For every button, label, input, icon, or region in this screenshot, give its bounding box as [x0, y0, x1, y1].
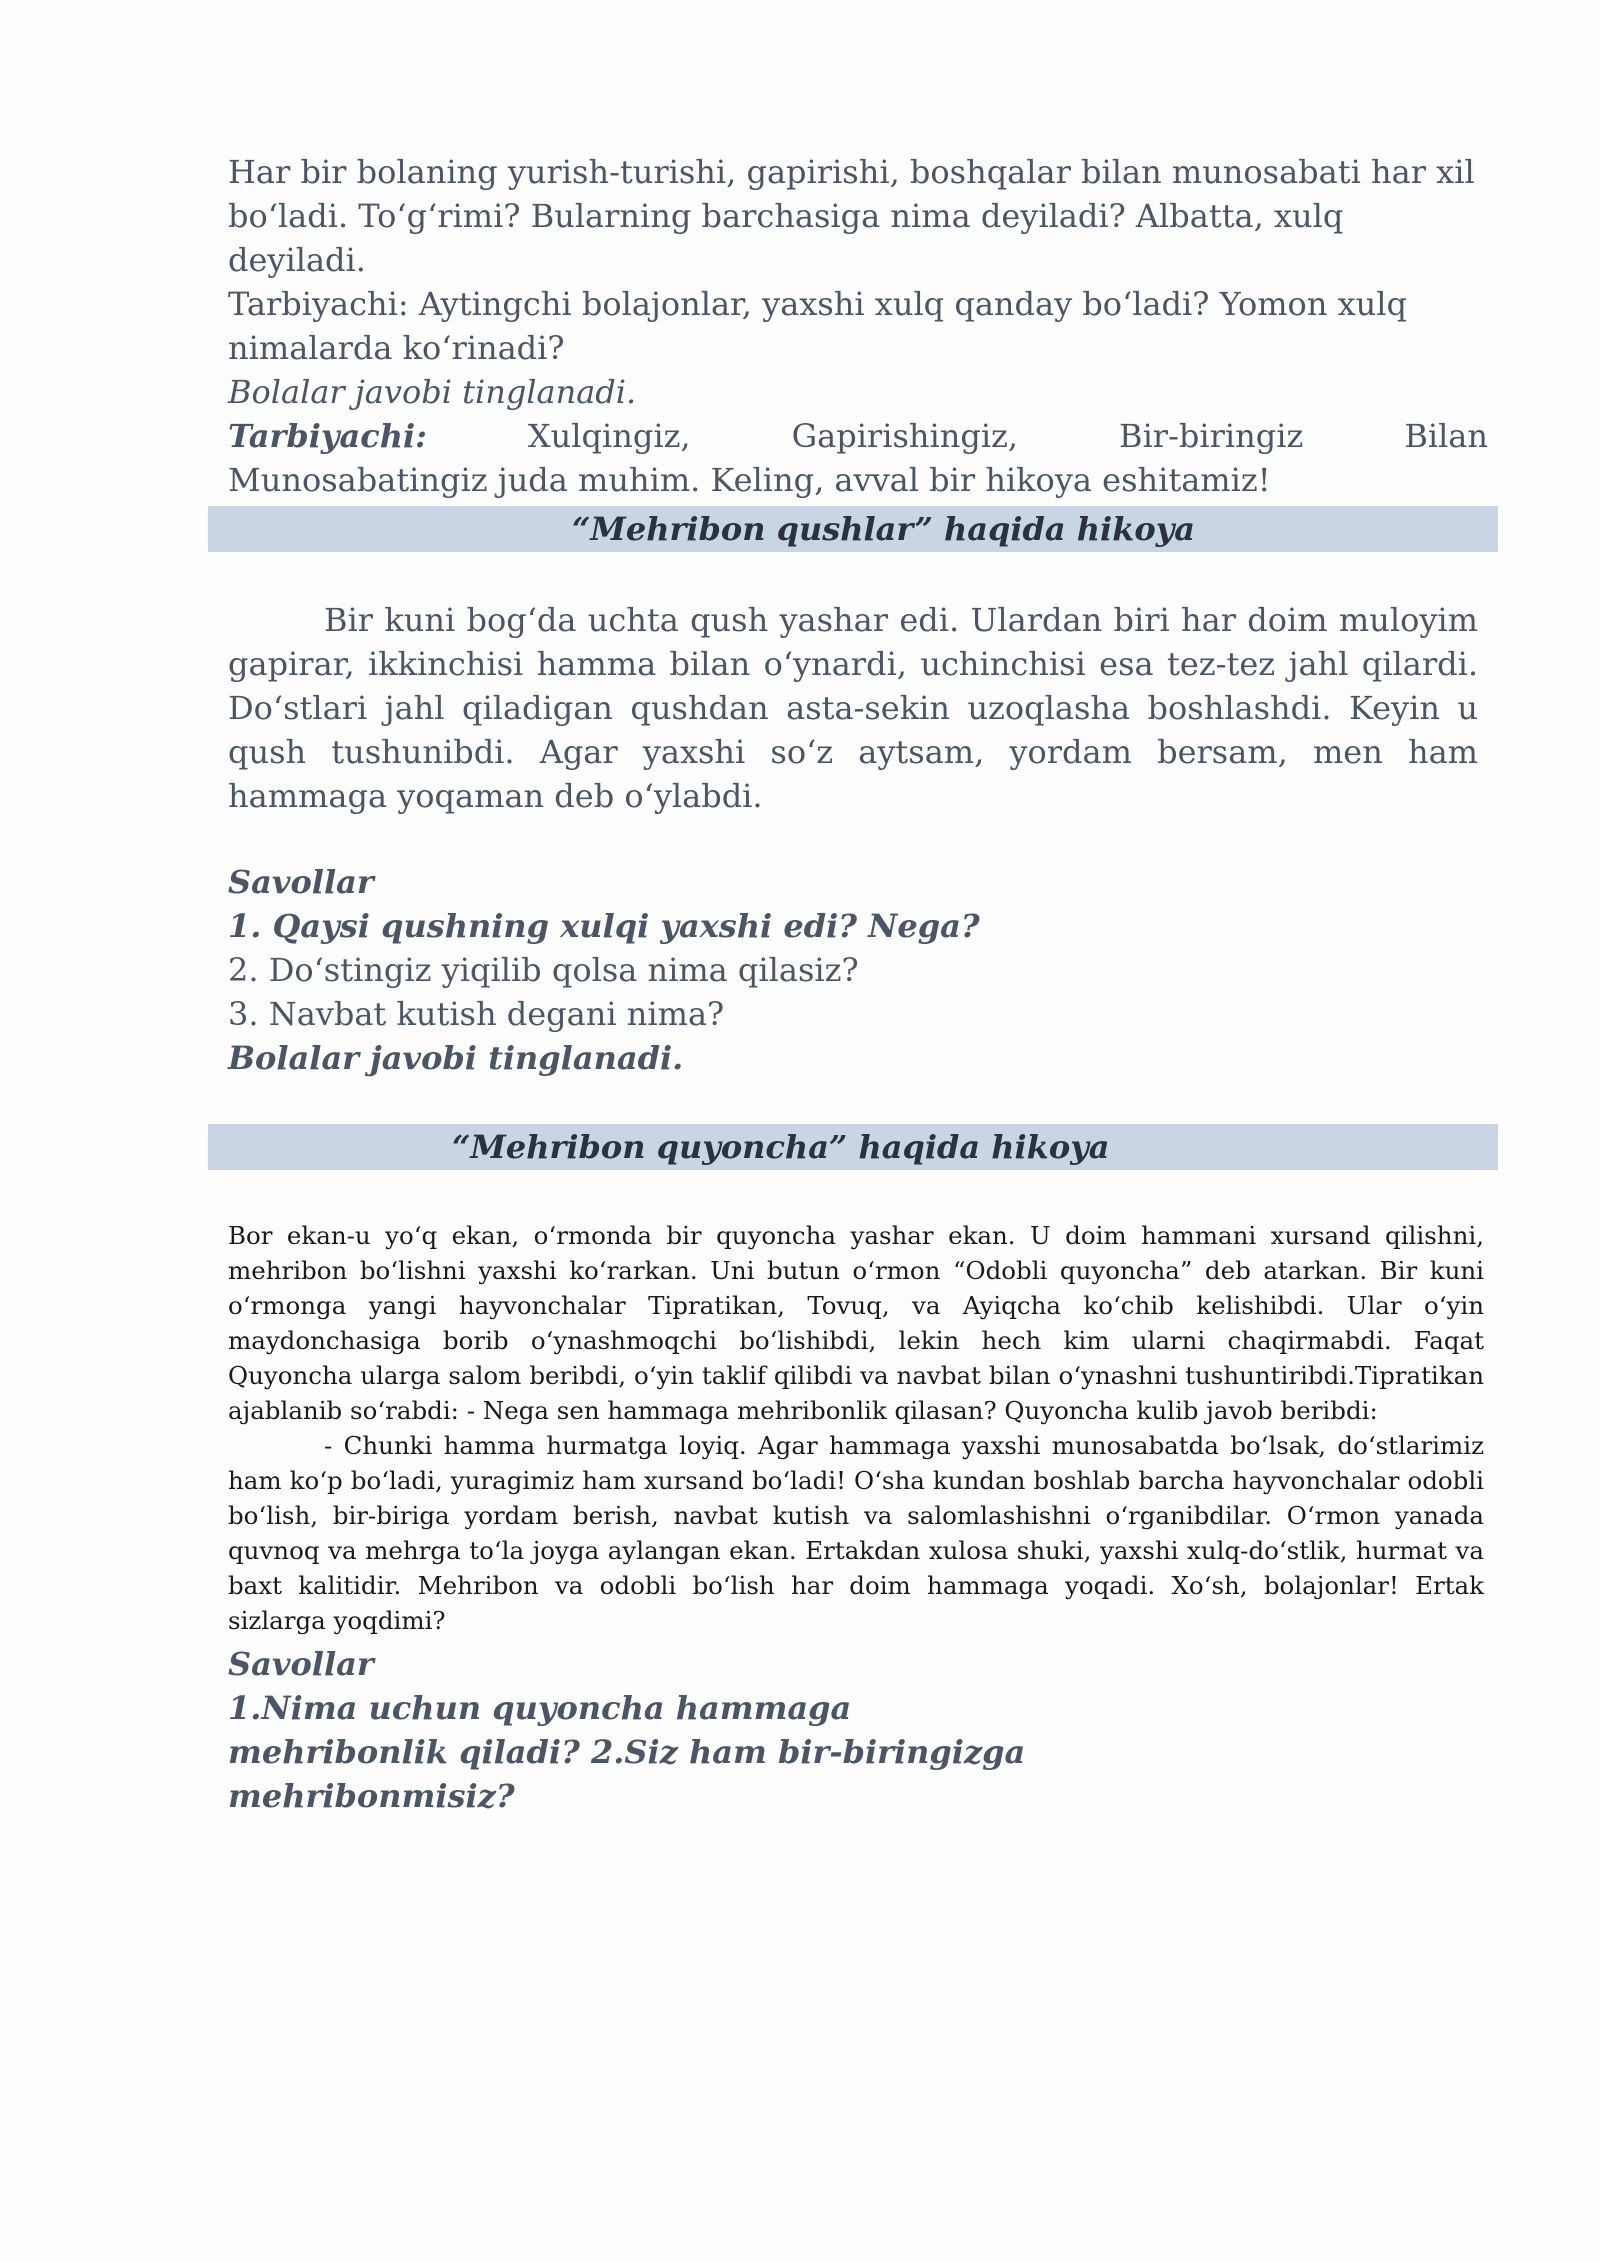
questions-heading: Savollar — [228, 863, 374, 901]
teacher-word: Gapirishingiz, — [791, 417, 1019, 455]
section-title-band — [208, 506, 1498, 552]
story-text — [228, 1218, 1484, 1638]
questions-block — [228, 860, 1488, 1080]
question-item: 1. Qaysi qushning xulqi yaxshi edi? Nega? — [228, 907, 980, 945]
story-paragraph: - Chunki hamma hurmatga loyiq. Agar hammaga yaxshi munosabatda bo‘lsak, do‘stlarimiz ham ko‘p bo‘ladi, yuragimiz ham xursand bo‘ladi! O‘sha kundan boshlab barcha hayvonchalar odobli bo‘lish, bir-biriga yordam berish, navbat kutish va salomlashishni o‘rganibdilar. O‘rmon yanada quvnoq va mehrga to‘la joyga aylangan ekan. Ertakdan xulosa shuki, yaxshi xulq-do‘stlik, hurmat va baxt kalitidir. Mehribon va odobli bo‘lish har doim hammaga yoqadi. Xo‘sh, bolajonlar! Ertak sizlarga yoqdimi? — [228, 1431, 1484, 1635]
questions-block — [228, 1642, 1488, 1818]
question-item: 2. Do‘stingiz yiqilib qolsa nima qilasiz? — [228, 951, 859, 989]
children-answer-note: Bolalar javobi tinglanadi. — [228, 1039, 684, 1077]
teacher-word: Xulqingiz, — [527, 417, 691, 455]
teacher-label: Tarbiyachi: — [228, 417, 427, 455]
section-title: “Mehribon qushlar” haqida hikoya — [572, 510, 1196, 548]
question-list: 1.Nima uchun quyoncha hammaga mehribonlik qiladi? 2.Siz ham bir-biringizga mehribonmisiz? — [228, 1689, 1026, 1815]
story-paragraph: Bor ekan-u yo‘q ekan, o‘rmonda bir quyoncha yashar ekan. U doim hammani xursand qilishni, mehribon bo‘lishni yaxshi ko‘rarkan. Uni butun o‘rmon “Odobli quyoncha” deb atarkan. Bir kuni o‘rmonga yangi hayvonchalar Tipratikan, Tovuq, va Ayiqcha ko‘chib kelishibdi. Ular o‘yin maydonchasiga borib o‘ynashmoqchi bo‘lishibdi, lekin hech kim ularni chaqirmabdi. Faqat Quyoncha ularga salom beribdi, o‘yin taklif qilibdi va navbat bilan o‘ynashni tushuntiribdi.Tipratikan ajablanib so‘rabdi: - Nega sen hammaga mehribonlik qilasan? Quyoncha kulib javob beribdi: — [228, 1221, 1484, 1425]
section-title: “Mehribon quyoncha” haqida hikoya — [452, 1128, 1110, 1166]
teacher-line-end: Munosabatingiz juda muhim. Keling, avval bir hikoya eshitamiz! — [228, 461, 1271, 499]
question-item: 3. Navbat kutish degani nima? — [228, 995, 725, 1033]
teacher-question-paragraph: Tarbiyachi: Aytingchi bolajonlar, yaxshi xulq qanday bo‘ladi? Yomon xulq nimalarda ko‘rinadi? — [228, 285, 1407, 367]
teacher-word: Bilan — [1404, 417, 1488, 455]
intro-paragraph: Har bir bolaning yurish-turishi, gapirishi, boshqalar bilan munosabati har xil bo‘ladi. To‘g‘rimi? Bularning barchasiga nima deyiladi? Albatta, xulq deyiladi. — [228, 153, 1475, 279]
questions-heading: Savollar — [228, 1645, 374, 1683]
section-title-band — [208, 1124, 1498, 1170]
teacher-line — [228, 414, 1488, 458]
story-paragraph: Bir kuni bog‘da uchta qush yashar edi. Ulardan biri har doim muloyim gapirar, ikkinchisi hamma bilan o‘ynardi, uchinchisi esa tez-tez jahl qilardi. Do‘stlari jahl qiladigan qushdan asta-sekin uzoqlasha boshlashdi. Keyin u qush tushunibdi. Agar yaxshi so‘z aytsam, yordam bersam, men ham hammaga yoqaman deb o‘ylabdi. — [228, 601, 1478, 815]
children-answer-note: Bolalar javobi tinglanadi. — [228, 373, 637, 411]
teacher-word: Bir-biringiz — [1119, 417, 1304, 455]
intro-block — [228, 150, 1488, 502]
